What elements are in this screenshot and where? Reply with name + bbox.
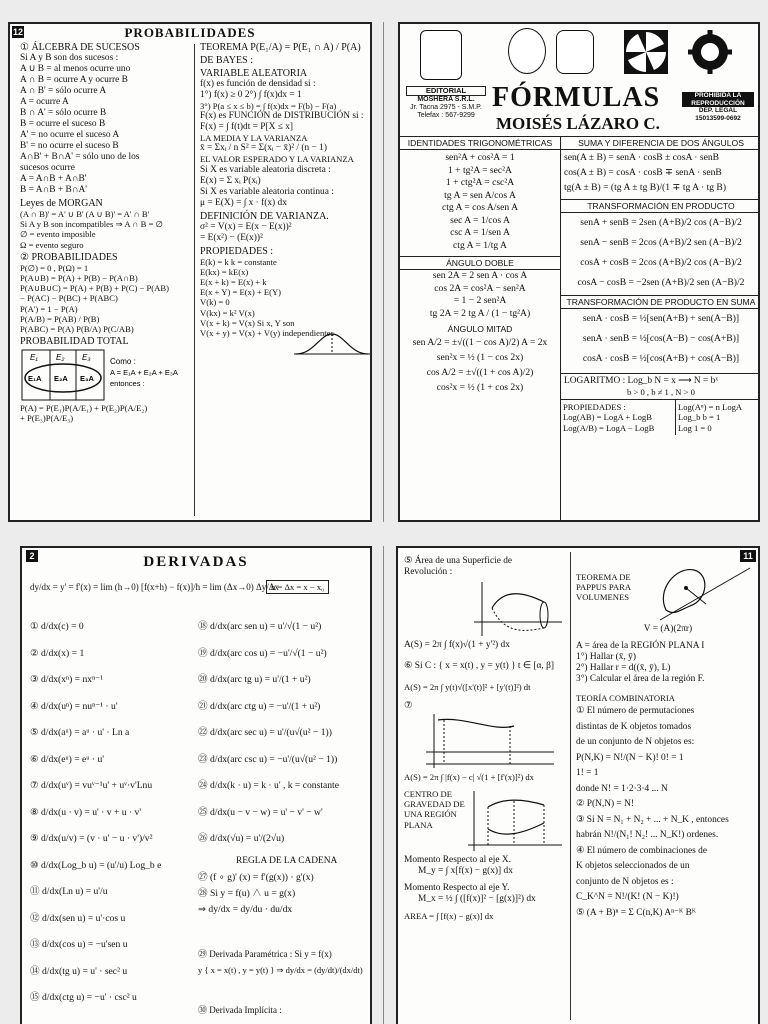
prob-text-line: P(A∪B) = P(A) + P(B) − P(A∩B) xyxy=(20,273,138,284)
log-property: Log(Aⁿ) = n LogA xyxy=(678,402,743,413)
prob-text-line: μ = E(X) = ∫ x · f(x) dx xyxy=(200,197,287,208)
derivative-rule: ⑱ d/dx(arc sen u) = u'/√(1 − u²) xyxy=(198,621,322,632)
panel-title: PROBABILIDADES xyxy=(124,25,256,40)
panel-formulas-cover xyxy=(398,22,760,522)
author-name: MOISÉS LÁZARO C. xyxy=(496,114,660,133)
prob-text-line: ② PROBABILIDADES xyxy=(20,251,118,263)
prob-text-line: B ∩ A' = sólo ocurre B xyxy=(20,108,107,118)
pappus-step: 3°) Calcular el área de la región F. xyxy=(576,674,705,684)
combinatorics-line: ⑤ (A + B)ⁿ = Σ C(n,K) Aⁿ⁻ᴷ Bᴷ xyxy=(576,907,697,918)
moment-y-formula: M_x = ½ ∫ ([f(x)]² − [g(x)]²) dx xyxy=(418,894,536,904)
log-property: Log_b b = 1 xyxy=(678,412,721,423)
parametric-curve: ⑥ Si C : { x = x(t) , y = y(t) } t ∈ [α, β] xyxy=(404,661,554,671)
combinatorics-line: ③ Si N = N₁ + N₂ + ... + N_K , entonces xyxy=(576,814,729,825)
prob-text-line: A = ocurre A xyxy=(20,97,69,107)
double-angle-formula: = 1 − 2 sen²A xyxy=(453,295,507,306)
prob-text-line: LA MEDIA Y LA VARIANZA xyxy=(200,133,308,144)
product-sum-formula: senA · cosB = ½[sen(A+B) + sen(A−B)] xyxy=(582,313,740,324)
trig-identity: 1 + tg²A = sec²A xyxy=(447,164,512,176)
legal-number: 15013599-0692 xyxy=(695,114,741,122)
trig-identities-box xyxy=(400,136,561,522)
derivative-rule: ③ d/dx(xⁿ) = nxⁿ⁻¹ xyxy=(30,674,104,685)
prob-text-line: P(∅) = 0 , P(Ω) = 1 xyxy=(20,262,89,273)
combinatorics-list xyxy=(576,704,760,921)
transform-product-formula: senA − senB = 2cos (A+B)/2 sen (A−B)/2 xyxy=(580,237,742,248)
item-seven: ⑦ xyxy=(404,701,413,711)
derivatives-left-list xyxy=(30,614,200,1012)
logarithm-section xyxy=(561,373,760,399)
venn-a3: E₃A xyxy=(80,374,94,384)
combinatorics-line: C_K^N = N!/(K! (N − K)!) xyxy=(576,892,679,902)
prob-text-line: A ∩ B' = sólo ocurre A xyxy=(20,86,107,96)
venn-sum: A = E₁A + E₂A + E₃A xyxy=(110,368,178,378)
prob-text-line: Si A y B son incompatibles ⇒ A ∩ B = ∅ xyxy=(20,219,163,230)
moment-y-title: Momento Respecto al eje Y. xyxy=(404,883,510,893)
log-properties xyxy=(561,399,760,435)
column-divider xyxy=(194,44,195,516)
derivative-rule: ⑩ d/dx(Log_b u) = (u'/u) Log_b e xyxy=(30,859,162,871)
offset-area-formula: A(S) = 2π ∫ |f(x) − c| √(1 + [f'(x)]²) dx xyxy=(404,772,534,782)
surface-area-formula: A(S) = 2π ∫ f(x)√(1 + y'²) dx xyxy=(404,640,510,650)
prob-text-line: − P(AC) − P(BC) + P(ABC) xyxy=(20,293,118,304)
centroid-label-line: CENTRO DE xyxy=(404,789,452,799)
editorial-logo-icon xyxy=(420,30,462,80)
prob-text-line: A ∪ B = al menos ocurre uno xyxy=(20,64,131,74)
total-prob-formula-cont: + P(E₃)P(A/E₃) xyxy=(20,413,74,424)
university-seal-icon xyxy=(508,28,546,74)
publisher-phone: Telefax : 567-9299 xyxy=(417,112,475,119)
page-number: 11 xyxy=(740,550,756,562)
legal-deposit: DEP. LEGAL xyxy=(698,107,738,114)
derivative-rule: ㉓ d/dx(arc csc u) = −u'/(u√(u² − 1)) xyxy=(198,753,338,765)
sum-difference-box xyxy=(560,136,760,522)
prob-text-line: B = A∩B + B∩A' xyxy=(20,185,87,195)
offset-revolution-diagram xyxy=(404,712,564,772)
prob-text-line: ① ÁLCEBRA DE SUCESOS xyxy=(20,42,140,53)
half-angle-formula: cos A/2 = ±√((1 + cos A)/2) xyxy=(426,367,534,378)
prob-text-line: PROPIEDADES : xyxy=(200,245,274,257)
prob-text-line: EL VALOR ESPERADO Y LA VARIANZA xyxy=(200,154,354,165)
combinatorics-line: conjunto de N objetos es : xyxy=(576,876,674,887)
derivatives-right-list xyxy=(198,614,372,853)
derivative-definition: dy/dx = y' = f'(x) = lim (h→0) [f(x+h) − f(x)]/h = lim (Δx→0) Δy/Δx xyxy=(30,582,280,592)
prob-text-line: sucesos ocurre xyxy=(20,163,75,173)
prob-text-line: P(ABC) = P(A) P(B/A) P(C/AB) xyxy=(20,324,134,335)
prob-text-line: Ω = evento seguro xyxy=(20,239,84,250)
prob-text-line: E(k) = k k = constante xyxy=(200,256,277,267)
prob-text-line: A' = no ocurre el suceso A xyxy=(20,130,120,140)
prob-text-line: V(x + k) = V(x) Si x, Y son xyxy=(200,317,295,328)
prob-text-line: x̄ = Σxᵢ / n S² = Σ(xᵢ − x̄)² / (n − 1) xyxy=(200,143,327,154)
chain-rule-title: REGLA DE LA CADENA xyxy=(236,856,338,866)
prob-text-line: 1°) f(x) ≥ 0 2°) ∫ f(x)dx = 1 xyxy=(200,90,302,100)
parametric-area-formula: A(S) = 2π ∫ y(t)√([x'(t)]² + [y'(t)]²) dt xyxy=(404,682,531,692)
product-sum-title: TRANSFORMACIÓN DE PRODUCTO EN SUMA xyxy=(561,295,760,309)
panel-probabilidades xyxy=(8,22,372,522)
chain-rule: ㉗ (f ∘ g)' (x) = f'(g(x)) · g'(x) xyxy=(198,872,314,883)
page-number: 12 xyxy=(12,27,23,37)
pappus-diagram xyxy=(646,560,756,624)
prob-text-line: 3°) P(a ≤ x ≤ b) = ∫ f(x)dx = F(b) − F(a) xyxy=(200,101,337,111)
venn-entonces: entonces : xyxy=(110,379,145,389)
trig-identity: csc A = 1/sen A xyxy=(450,227,510,238)
spiral-logo-icon xyxy=(624,30,668,74)
prob-text-line: F(x) = ∫ f(t)dt = P[X ≤ x] xyxy=(200,122,294,133)
prob-left-column xyxy=(20,40,192,520)
log-definition: LOGARITMO : Log_b N = x ⟶ N = bˣ xyxy=(564,376,719,386)
combinatorics-title: TEORÍA COMBINATORIA xyxy=(576,693,675,703)
panel-title: DERIVADAS xyxy=(143,554,249,570)
derivative-rule: ① d/dx(c) = 0 xyxy=(30,621,84,632)
prob-text-line: DE BAYES : xyxy=(200,55,253,66)
half-angle-formula: sen A/2 = ±√((1 − cos A)/2) A = 2x xyxy=(412,337,548,348)
prob-text-line: E(kx) = kE(x) xyxy=(200,266,249,277)
centroid-label-line: GRAVEDAD DE xyxy=(404,799,465,810)
prob-text-line: Si X es variable aleatoria discreta : xyxy=(200,164,331,175)
prob-text-line: P(A∪B∪C) = P(A) + P(B) + P(C) − P(AB) xyxy=(20,283,169,294)
prob-right-column xyxy=(200,40,372,520)
product-sum-formula: cosA · cosB = ½[cos(A+B) + cos(A−B)] xyxy=(582,353,740,364)
parametric-formula: y { x = x(t) , y = y(t) } ⇒ dy/dx = (dy/dt)/(dx/dt) xyxy=(198,965,363,975)
gear-logo-icon xyxy=(688,30,732,74)
prob-text-line: F(x) es FUNCIÓN de DISTRIBUCIÓN si : xyxy=(200,111,364,122)
derivative-rule: ⑦ d/dx(uᵛ) = vuᵛ⁻¹u' + uᵛ·v'Lnu xyxy=(30,780,153,791)
combinatorics-line: 1! = 1 xyxy=(576,768,599,778)
log-property: Log(AB) = LogA + LogB xyxy=(563,412,652,423)
prob-text-line: P(A/B) = P(AB) / P(B) xyxy=(20,313,100,324)
prob-text-line: A = A∩B + A∩B' xyxy=(20,174,87,184)
prob-text-line: VARIABLE ALEATORIA xyxy=(200,68,308,79)
half-angle-formula: cos²x = ½ (1 + cos 2x) xyxy=(436,382,524,393)
log-property: Log 1 = 0 xyxy=(678,422,712,433)
pappus-formula: V = (A)(2πr) xyxy=(643,624,693,634)
combinatorics-line: ④ El número de combinaciones de xyxy=(576,845,708,856)
prob-text-line: σ² = V(x) = E(x − E(x))² xyxy=(200,221,292,232)
derivative-rule: ⑫ d/dx(sen u) = u'·cos u xyxy=(30,912,126,924)
derivative-rule: ⑳ d/dx(arc tg u) = u'/(1 + u²) xyxy=(198,674,311,685)
prob-text-line: B = ocurre el suceso B xyxy=(20,119,106,129)
surface-area-title: ⑤ Área de una Superficie de xyxy=(404,556,513,566)
transform-product-formula: senA + senB = 2sen (A+B)/2 cos (A−B)/2 xyxy=(580,217,742,228)
surface-area-section xyxy=(404,556,568,921)
derivative-rule: ⑮ d/dx(ctg u) = −u' · csc² u xyxy=(30,992,137,1003)
venn-e1: E₁ xyxy=(30,353,38,363)
centroid-label-line: UNA REGIÓN xyxy=(404,809,457,820)
publisher-name: EDITORIAL xyxy=(406,86,486,96)
prob-text-line: TEOREMA P(E₁/A) = P(E₁ ∩ A) / P(A) xyxy=(200,42,361,53)
book-title: FÓRMULAS xyxy=(492,82,661,113)
prob-text-line: (A ∩ B)' = A' ∪ B' (A ∪ B)' = A' ∩ B' xyxy=(20,209,150,219)
prob-text-line: Leyes de MORGAN xyxy=(20,198,103,209)
trig-identity: 1 + ctg²A = csc²A xyxy=(445,177,515,188)
derivative-rule: ⑬ d/dx(cos u) = −u'sen u xyxy=(30,939,128,950)
venn-diagram xyxy=(20,348,192,403)
prob-text-line: Si X es variable aleatoria continua : xyxy=(200,186,334,197)
prob-text-line: E(x + Y) = E(x) + E(Y) xyxy=(200,287,282,298)
prob-text-line: E(x + k) = E(x) + k xyxy=(200,277,267,288)
combinatorics-line: habrán N!/(N₁! N₂! ... N_K!) ordenes. xyxy=(576,830,719,840)
venn-e2: E₂ xyxy=(56,353,65,363)
prob-text-line: f(x) es función de densidad si : xyxy=(200,79,316,89)
legal-reproduction: REPRODUCCIÓN xyxy=(682,100,754,108)
venn-e3: E₃ xyxy=(82,353,91,363)
transform-product-formula: cosA + cosB = 2cos (A+B)/2 cos (A−B)/2 xyxy=(580,257,742,268)
derivative-rule: ⑧ d/dx(u · v) = u' · v + u · v' xyxy=(30,806,142,818)
pappus-title-line: VOLUMENES xyxy=(576,592,629,603)
venn-como: Como : xyxy=(110,357,136,367)
prob-text-line: V(x + y) = V(x) + V(y) independientes xyxy=(200,328,334,339)
half-angle-title: ÁNGULO MITAD xyxy=(447,324,513,334)
double-angle-title: ÁNGULO DOBLE xyxy=(400,256,560,270)
page-number: 2 xyxy=(26,550,38,562)
combinatorics-line: P(N,K) = N!/(N − K)! 0! = 1 xyxy=(576,752,684,763)
transform-product-title: TRANSFORMACIÓN EN PRODUCTO xyxy=(561,199,760,213)
derivative-rule: ⑪ d/dx(Ln u) = u'/u xyxy=(30,886,108,897)
moment-x-formula: M_y = ∫ x[f(x) − g(x)] dx xyxy=(418,866,513,876)
derivative-rule: ㉕ d/dx(u − v − w) = u' − v' − w' xyxy=(198,806,323,818)
trig-identity: sec A = 1/cos A xyxy=(450,214,510,226)
surface-area-title-cont: Revolución : xyxy=(404,567,453,577)
region-area-formula: AREA = ∫ [f(x) − g(x)] dx xyxy=(404,911,494,921)
derivative-rule: ② d/dx(x) = 1 xyxy=(30,647,85,659)
sum-difference-formula: cos(A ± B) = cosA · cosB ∓ senA · senB xyxy=(564,167,722,178)
derivative-rule: ㉖ d/dx(√u) = u'/(2√u) xyxy=(198,833,285,844)
pappus-step: A = área de la REGIÓN PLANA I xyxy=(576,641,705,651)
prob-text-line: ∅ = evento imposible xyxy=(20,229,96,240)
venn-a1: E₁A xyxy=(28,374,42,384)
legal-prohibited: PROHIBIDA LA xyxy=(682,92,754,100)
derivative-rule: ⑲ d/dx(arc cos u) = −u'/√(1 − u²) xyxy=(198,647,327,659)
pappus-section xyxy=(576,560,760,921)
trig-identity: ctg A = cos A/sen A xyxy=(441,202,519,213)
trig-identities-title: IDENTIDADES TRIGONOMÉTRICAS xyxy=(400,137,560,150)
centroid-label-line: PLANA xyxy=(404,819,433,830)
derivative-rule: ⑥ d/dx(eᵘ) = eᵘ · u' xyxy=(30,753,104,765)
prob-text-line: B' = no ocurre el suceso B xyxy=(20,141,119,151)
log-property: Log(A/B) = LogA − LogB xyxy=(563,422,655,433)
sum-difference-formula: tg(A ± B) = (tg A ± tg B)/(1 ∓ tg A · tg B) xyxy=(564,182,727,193)
sum-difference-formula: sen(A ± B) = senA · cosB ± cosA · senB xyxy=(564,152,720,163)
centroid-label xyxy=(404,789,464,855)
parametric-derivative: ㉙ Derivada Paramétrica : Si y = f(x) xyxy=(198,949,332,959)
centroid-region-diagram xyxy=(464,789,564,855)
pappus-title-line: PAPPUS PARA xyxy=(576,582,632,593)
log-prop-title: PROPIEDADES : xyxy=(563,402,626,413)
publisher-address: Jr. Tacna 2975 - S.M.P. xyxy=(410,104,482,111)
combinatorics-line: ② P(N,N) = N! xyxy=(576,799,634,809)
page-separator-bottom xyxy=(383,546,384,1024)
prob-text-line: E(x) = Σ xᵢ P(xᵢ) xyxy=(200,175,261,186)
shield-seal-icon xyxy=(556,30,594,74)
derivative-rule: ㉔ d/dx(k · u) = k · u' , k = constante xyxy=(198,780,339,791)
venn-a2: E₂A xyxy=(54,374,68,384)
derivative-rule: ㉑ d/dx(arc ctg u) = −u'/(1 + u²) xyxy=(198,700,321,712)
double-angle-formula: sen 2A = 2 sen A · cos A xyxy=(432,270,528,281)
prob-text-line: V(kx) = k² V(x) xyxy=(200,307,255,318)
prob-text-line: = E(x²) − (E(x))² xyxy=(200,232,263,243)
publisher-box xyxy=(406,86,486,120)
derivative-rule: ④ d/dx(uⁿ) = nuⁿ⁻¹ · u' xyxy=(30,700,118,712)
log-conditions: b > 0 , b ≠ 1 , N > 0 xyxy=(627,387,695,397)
combinatorics-line: de un conjunto de N objetos es: xyxy=(576,737,695,747)
chain-rule-list xyxy=(198,870,372,918)
product-sum-formula: senA · senB = ½[cos(A−B) − cos(A+B)] xyxy=(582,333,740,344)
implicit-derivative: ㉚ Derivada Implícita : xyxy=(198,1005,282,1015)
chain-rule: ㉘ Si y = f(u) ∧ u = g(x) xyxy=(198,888,296,899)
pappus-step: 1°) Hallar (x̄, ȳ) xyxy=(576,652,636,662)
combinatorics-line: K objetos seleccionados de un xyxy=(576,861,690,871)
double-angle-formula: cos 2A = cos²A − sen²A xyxy=(434,282,526,294)
derivative-rule: ⑭ d/dx(tg u) = u' · sec² u xyxy=(30,965,128,977)
prob-text-line: DEFINICIÓN DE VARIANZA. xyxy=(200,210,329,222)
trig-identity: ctg A = 1/tg A xyxy=(453,239,507,251)
prob-text-line: A ∩ B = ocurre A y ocurre B xyxy=(20,75,128,85)
panel-derivadas xyxy=(20,546,372,1024)
moment-x-title: Momento Respecto al eje X. xyxy=(404,855,512,865)
trig-identity: sen²A + cos²A = 1 xyxy=(445,152,515,163)
column-divider xyxy=(570,552,571,1020)
combinatorics-line: donde N! = 1·2·3·4 ... N xyxy=(576,783,668,794)
total-prob-formula: P(A) = P(E₁)P(A/E₁) + P(E₂)P(A/E₂) xyxy=(20,403,148,414)
trig-identity: tg A = sen A/cos A xyxy=(444,189,516,201)
page-separator xyxy=(383,22,384,522)
derivative-rule: ㉒ d/dx(arc sec u) = u'/(u√(u² − 1)) xyxy=(198,727,332,738)
pappus-step: 2°) Hallar r = d((x̄, ȳ), L) xyxy=(576,663,671,673)
transform-product-formula: cosA − cosB = −2sen (A+B)/2 sen (A−B)/2 xyxy=(577,277,745,288)
revolution-surface-diagram xyxy=(404,578,564,640)
publisher-company: MOSHERA S.R.L. xyxy=(417,96,475,103)
normal-curve-icon xyxy=(292,330,372,358)
combinatorics-line: ① El número de permutaciones xyxy=(576,706,695,716)
derivative-rule: ⑨ d/dx(u/v) = (v · u' − u · v')/v² xyxy=(30,833,153,844)
half-angle-formula: sen²x = ½ (1 − cos 2x) xyxy=(436,352,524,363)
pappus-title-line: TEOREMA DE xyxy=(576,572,631,582)
prob-text-line: PROBABILIDAD TOTAL xyxy=(20,336,129,348)
sum-difference-title: SUMA Y DIFERENCIA DE DOS ÁNGULOS xyxy=(561,137,760,150)
derivative-rule: ⑤ d/dx(aᵘ) = aᵘ · u' · Ln a xyxy=(30,727,130,738)
chain-rule: ⇒ dy/dx = dy/du · du/dx xyxy=(198,904,293,915)
prob-text-line: Si A y B son dos sucesos : xyxy=(20,53,119,63)
prob-text-line: V(k) = 0 xyxy=(200,297,230,308)
pappus-title xyxy=(576,560,646,624)
double-angle-formula: tg 2A = 2 tg A / (1 − tg²A) xyxy=(429,307,531,319)
h-definition-box: h = Δx = x − x₀ xyxy=(266,580,329,594)
combinatorics-line: distintas de K objetos tomados xyxy=(576,721,692,732)
panel-integrales-combinatoria xyxy=(396,546,760,1024)
legal-box xyxy=(682,92,754,122)
prob-text-line: A∩B' + B∩A' = sólo uno de los xyxy=(20,152,140,162)
prob-text-line: P(A') = 1 − P(A) xyxy=(20,303,78,314)
